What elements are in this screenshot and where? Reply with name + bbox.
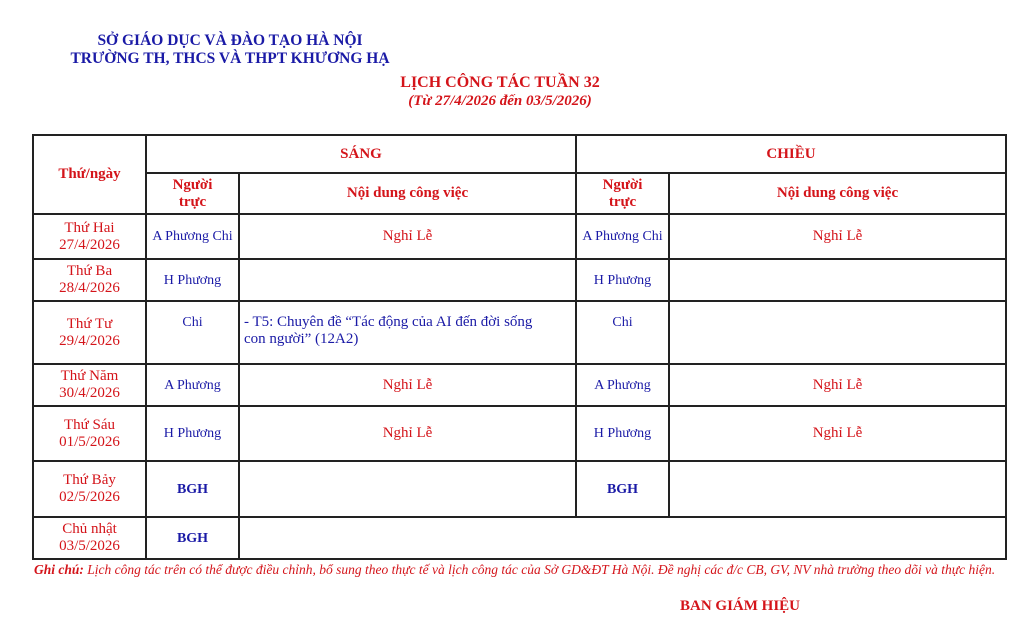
- pm-person: Chi: [576, 301, 669, 364]
- day-cell: Thứ Sáu 01/5/2026: [33, 406, 146, 461]
- date-range: (Từ 27/4/2026 đến 03/5/2026): [408, 93, 592, 109]
- table-row: [33, 406, 1006, 461]
- pm-content: Nghỉ Lễ: [669, 406, 1006, 461]
- signature: BAN GIÁM HIỆU: [679, 598, 800, 614]
- am-person: A Phương: [146, 364, 239, 406]
- am-content: [239, 517, 1006, 559]
- am-content: - T5: Chuyên đề “Tác động của AI đến đời sống con người” (12A2): [239, 301, 576, 364]
- pm-person: A Phương Chi: [576, 214, 669, 259]
- day-cell: Thứ Ba 28/4/2026: [33, 259, 146, 301]
- day-cell: Thứ Năm 30/4/2026: [33, 364, 146, 406]
- am-person: H Phương: [146, 406, 239, 461]
- header-pm-content: Nội dung công việc: [669, 173, 1006, 214]
- header-afternoon: CHIỀU: [576, 135, 1006, 173]
- am-content: [239, 259, 576, 301]
- header-am-content: Nội dung công việc: [239, 173, 576, 214]
- pm-content: Nghỉ Lễ: [669, 364, 1006, 406]
- note-text: Lịch công tác trên có thể được điều chỉnh, bổ sung theo thực tế và lịch công tác của Sở GD&ĐT Hà Nội. Đề nghị các đ/c CB, GV, NV nhà trường theo dõi và thực hiện.: [83, 562, 996, 577]
- pm-content: [669, 461, 1006, 517]
- am-content: Nghỉ Lễ: [239, 406, 576, 461]
- page-title: LỊCH CÔNG TÁC TUẦN 32: [400, 74, 600, 91]
- header-morning: SÁNG: [146, 135, 576, 173]
- table-row: [33, 517, 1006, 559]
- table-row: [33, 259, 1006, 301]
- day-cell: Chủ nhật 03/5/2026: [33, 517, 146, 559]
- am-content: Nghỉ Lễ: [239, 214, 576, 259]
- note-label: Ghi chú:: [34, 562, 84, 577]
- schedule-table: [32, 134, 1007, 560]
- table-row: [33, 461, 1006, 517]
- table-row: [33, 301, 1006, 364]
- pm-content: [669, 259, 1006, 301]
- pm-person: H Phương: [576, 259, 669, 301]
- am-content: [239, 461, 576, 517]
- pm-person: H Phương: [576, 406, 669, 461]
- am-person: H Phương: [146, 259, 239, 301]
- am-person: BGH: [146, 461, 239, 517]
- am-person: Chi: [146, 301, 239, 364]
- org-name: SỞ GIÁO DỤC VÀ ĐÀO TẠO HÀ NỘI: [97, 32, 363, 49]
- day-cell: Thứ Bảy 02/5/2026: [33, 461, 146, 517]
- day-cell: Thứ Hai 27/4/2026: [33, 214, 146, 259]
- header-am-person: Người trực: [146, 173, 239, 214]
- pm-person: A Phương: [576, 364, 669, 406]
- am-content: Nghỉ Lễ: [239, 364, 576, 406]
- am-person: BGH: [146, 517, 239, 559]
- school-name: TRƯỜNG TH, THCS VÀ THPT KHƯƠNG HẠ: [70, 50, 390, 67]
- pm-person: BGH: [576, 461, 669, 517]
- pm-content: [669, 301, 1006, 364]
- note: [6, 561, 1006, 579]
- table-row: [33, 364, 1006, 406]
- day-cell: Thứ Tư 29/4/2026: [33, 301, 146, 364]
- header-day: Thứ/ngày: [33, 135, 146, 214]
- header-pm-person: Người trực: [576, 173, 669, 214]
- table-row: [33, 214, 1006, 259]
- pm-content: Nghỉ Lễ: [669, 214, 1006, 259]
- am-person: A Phương Chi: [146, 214, 239, 259]
